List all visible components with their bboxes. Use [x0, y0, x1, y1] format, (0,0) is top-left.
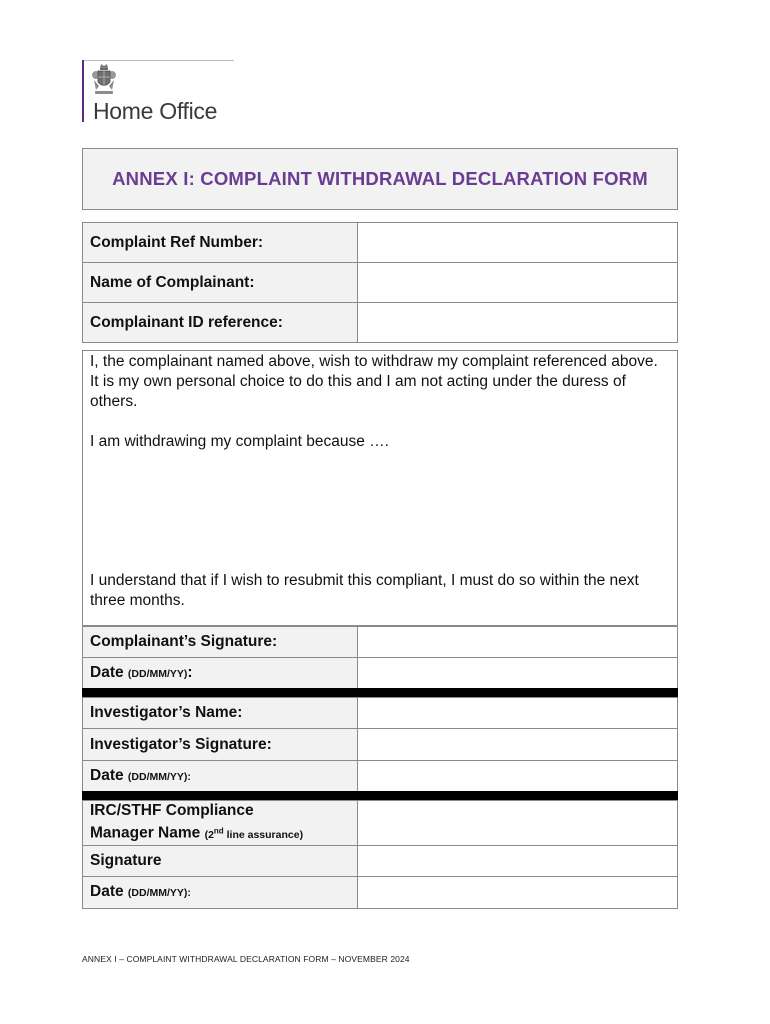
date-label-text: Date — [90, 664, 124, 681]
table-row — [83, 801, 678, 846]
compliance-date-label — [83, 876, 358, 908]
complainant-signature-label: Complainant’s Signature: — [83, 627, 358, 658]
compliance-manager-name-label — [83, 801, 358, 846]
date-label-text: Date — [90, 767, 124, 784]
section-divider — [82, 688, 678, 697]
date-format-hint: (DD/MM/YY): — [127, 887, 191, 899]
assurance-prefix: (2 — [204, 828, 214, 841]
complainant-name-label: Name of Complainant: — [83, 263, 358, 303]
assurance-sup: nd — [213, 826, 224, 835]
manager-label-line1: IRC/STHF Compliance — [90, 802, 254, 819]
date-label-colon: : — [187, 664, 193, 681]
complaint-ref-label: Complaint Ref Number: — [83, 223, 358, 263]
complaint-ref-field[interactable] — [358, 223, 678, 263]
statement-reason-prompt: I am withdrawing my complaint because …. — [90, 433, 389, 450]
investigator-date-label — [83, 761, 358, 792]
withdrawal-statement[interactable] — [82, 350, 678, 626]
assurance-suffix: line assurance) — [223, 828, 304, 841]
manager-label-line2: Manager Name — [90, 824, 201, 842]
date-format-hint: (DD/MM/YY): — [127, 771, 191, 783]
section-divider — [82, 791, 678, 800]
statement-resubmit-notice: I understand that if I wish to resubmit this compliant, I must do so within the next three months. — [90, 572, 639, 609]
royal-coat-of-arms-icon — [91, 62, 117, 96]
compliance-manager-name-field[interactable] — [358, 801, 678, 846]
statement-declaration: I, the complainant named above, wish to withdraw my complaint referenced above. It is my own personal choice to do this and I am not acting under the duress of others. — [90, 353, 658, 410]
compliance-manager-table — [82, 800, 678, 909]
table-row — [83, 263, 678, 303]
complainant-details-table — [82, 222, 678, 343]
complainant-signature-field[interactable] — [358, 627, 678, 658]
table-row — [83, 729, 678, 761]
logo-top-rule — [84, 60, 234, 61]
compliance-signature-field[interactable] — [358, 845, 678, 876]
logo-accent-bar — [82, 60, 84, 122]
table-row — [83, 658, 678, 689]
investigator-signature-field[interactable] — [358, 729, 678, 761]
home-office-logo — [82, 60, 234, 122]
investigator-name-label: Investigator’s Name: — [83, 698, 358, 729]
form-title: ANNEX I: COMPLAINT WITHDRAWAL DECLARATION FORM — [112, 168, 648, 189]
investigator-date-field[interactable] — [358, 761, 678, 792]
investigator-signature-label: Investigator’s Signature: — [83, 729, 358, 761]
complainant-name-field[interactable] — [358, 263, 678, 303]
investigator-table — [82, 697, 678, 792]
compliance-date-field[interactable] — [358, 876, 678, 908]
table-row — [83, 223, 678, 263]
complainant-date-field[interactable] — [358, 658, 678, 689]
complainant-signature-table — [82, 626, 678, 689]
table-row — [83, 698, 678, 729]
table-row — [83, 845, 678, 876]
brand-name: Home Office — [93, 98, 218, 124]
assurance-note — [204, 826, 304, 841]
complainant-id-label: Complainant ID reference: — [83, 303, 358, 343]
date-label-text: Date — [90, 883, 124, 900]
investigator-name-field[interactable] — [358, 698, 678, 729]
page-footer: ANNEX I – COMPLAINT WITHDRAWAL DECLARATION FORM – NOVEMBER 2024 — [82, 954, 410, 964]
complainant-date-label — [83, 658, 358, 689]
table-row — [83, 627, 678, 658]
form-title-box — [82, 148, 678, 210]
date-format-hint: (DD/MM/YY) — [127, 668, 188, 680]
table-row — [83, 303, 678, 343]
complainant-id-field[interactable] — [358, 303, 678, 343]
compliance-signature-label: Signature — [83, 845, 358, 876]
table-row — [83, 876, 678, 908]
table-row — [83, 761, 678, 792]
